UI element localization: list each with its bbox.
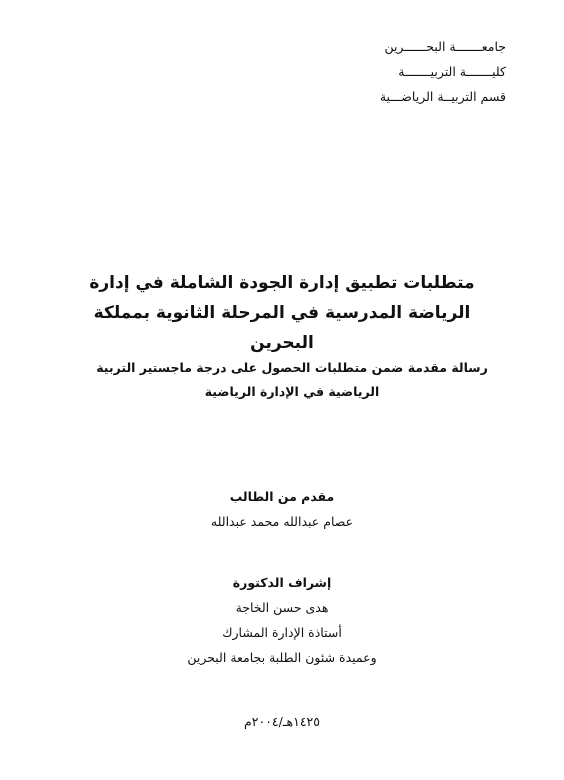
college-name: كليـــــــة التربيـــــــة bbox=[398, 64, 506, 79]
student-name: عصام عبدالله محمد عبدالله bbox=[210, 514, 354, 529]
supervisor-role: وعميدة شئون الطلبة بجامعة البحرين bbox=[187, 650, 377, 665]
department-name: قسم التربيــة الرياضـــية bbox=[379, 89, 506, 104]
submission-date: ١٤٢٥هـ/٢٠٠٤م bbox=[244, 714, 320, 729]
thesis-statement-line-2: الرياضية في الإدارة الرياضية bbox=[204, 384, 380, 399]
supervisor-name: هدى حسن الخاجة bbox=[235, 600, 329, 615]
thesis-title-line-2: الرياضة المدرسية في المرحلة الثانوية بمملكة البحرين bbox=[93, 303, 471, 353]
thesis-title-line-1: متطلبات تطبيق إدارة الجودة الشاملة في إدارة bbox=[89, 273, 475, 293]
presented-by-block bbox=[60, 484, 504, 534]
thesis-statement-line-1: رسالة مقدمة ضمن متطلبات الحصول على درجة ماجستير التربية bbox=[96, 360, 488, 375]
university-name: جامعـــــــة البحــــــرين bbox=[384, 39, 506, 54]
supervision-block bbox=[60, 570, 504, 670]
supervision-label: إشراف الدكتورة bbox=[232, 575, 332, 590]
thesis-statement bbox=[90, 356, 494, 404]
institution-header bbox=[306, 34, 506, 109]
presented-by-label: مقدم من الطالب bbox=[229, 489, 335, 504]
thesis-title bbox=[60, 268, 504, 358]
supervisor-title: أستاذة الإدارة المشارك bbox=[222, 625, 342, 640]
